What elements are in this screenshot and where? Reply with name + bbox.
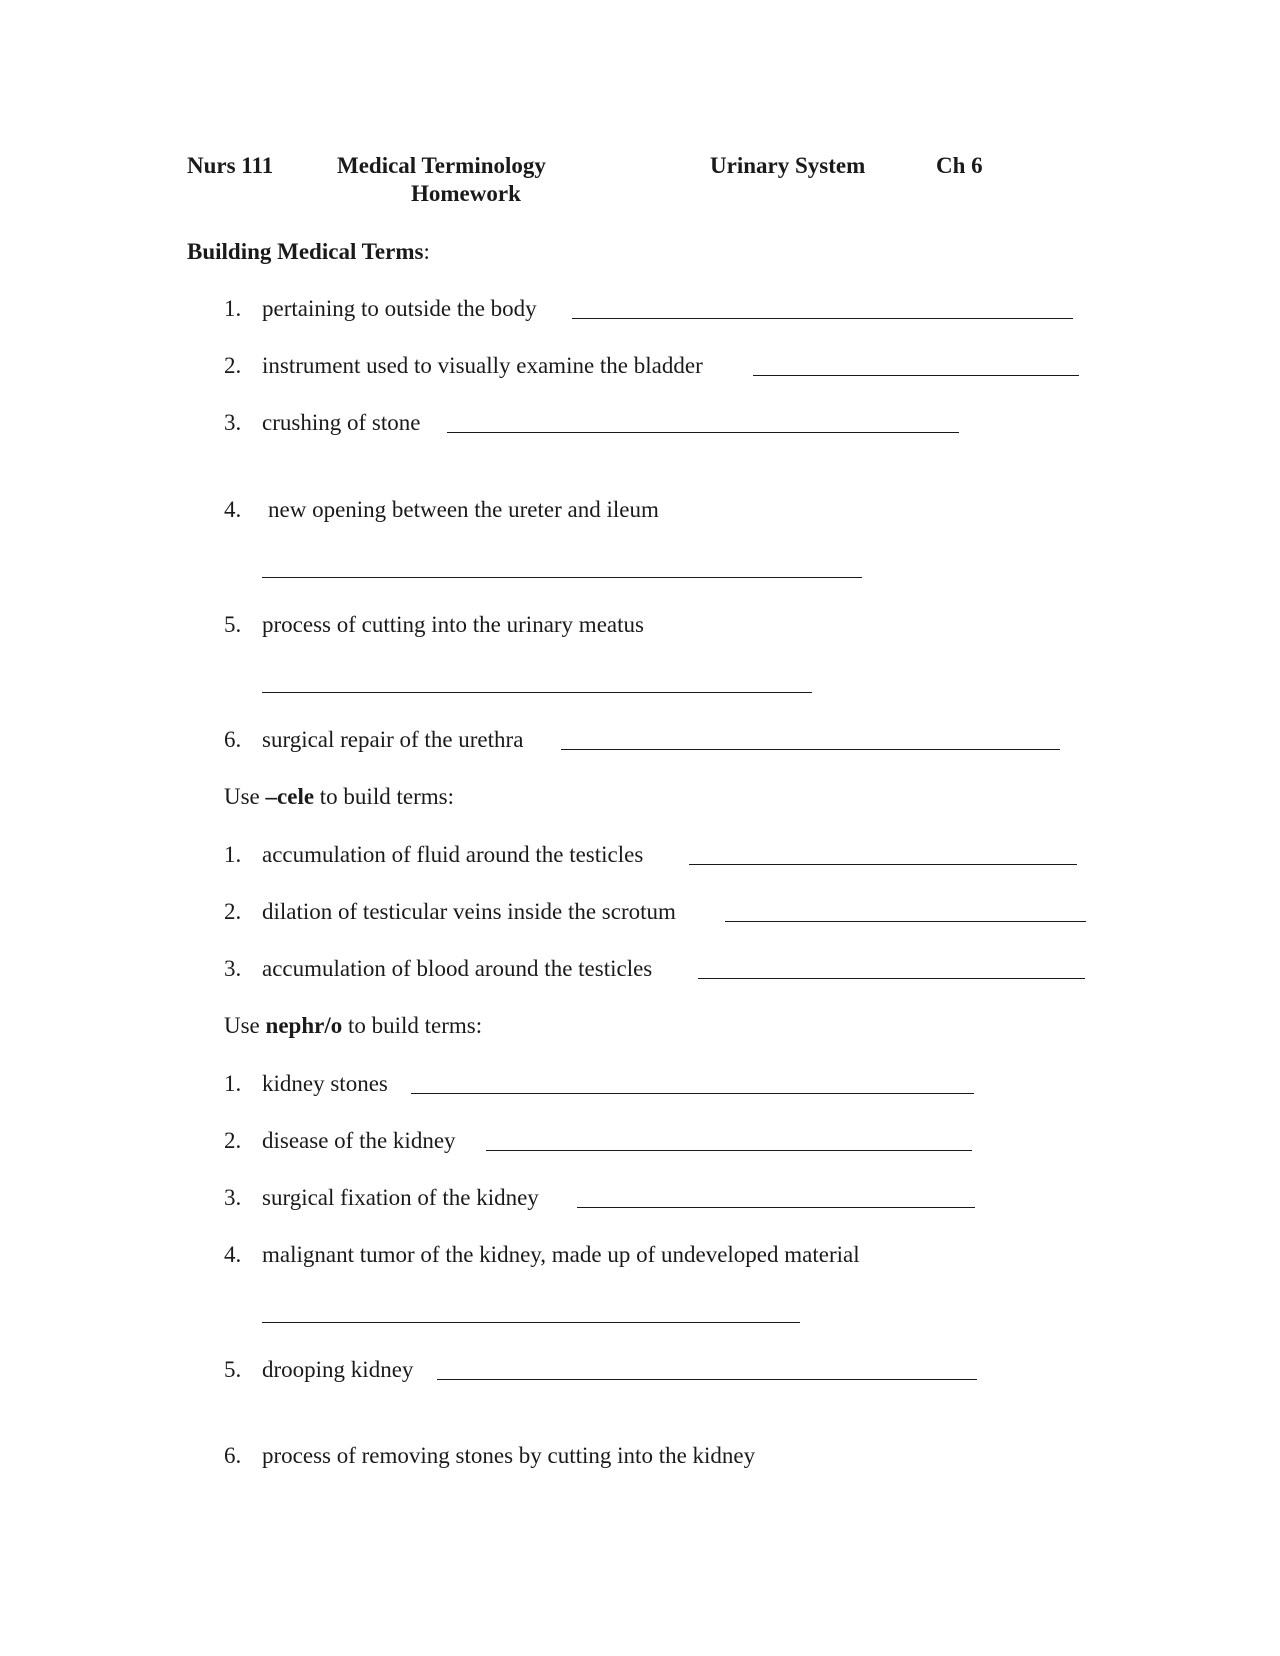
item-number: 1. [224, 1071, 242, 1096]
answer-blank[interactable] [486, 1150, 972, 1151]
instruction-prefix: Use [224, 1013, 266, 1038]
instruction-suffix: to build terms: [342, 1013, 483, 1038]
item-number: 3. [224, 410, 242, 435]
question-text: surgical fixation of the kidney [262, 1185, 539, 1210]
item-number: 5. [224, 612, 242, 637]
question-text: new opening between the ureter and ileum [268, 497, 659, 522]
question-text: instrument used to visually examine the bladder [262, 353, 703, 378]
answer-blank[interactable] [262, 692, 812, 693]
question-text: drooping kidney [262, 1357, 414, 1382]
answer-blank[interactable] [725, 921, 1086, 922]
question-text: disease of the kidney [262, 1128, 456, 1153]
item-number: 2. [224, 353, 242, 378]
answer-blank[interactable] [437, 1379, 977, 1380]
instruction-prefix: Use [224, 784, 266, 809]
item-number: 4. [224, 1242, 242, 1267]
question-text: malignant tumor of the kidney, made up of undeveloped material [262, 1242, 860, 1267]
item-number: 5. [224, 1357, 242, 1382]
section-title-text: Building Medical Terms [187, 239, 424, 264]
item-number: 2. [224, 899, 242, 924]
chapter-label: Ch 6 [936, 153, 983, 178]
combining-form-term: nephr/o [265, 1013, 343, 1038]
item-number: 3. [224, 1185, 242, 1210]
question-text: accumulation of blood around the testicles [262, 956, 653, 981]
question-text: process of removing stones by cutting into the kidney [262, 1443, 756, 1468]
suffix-term: –cele [265, 784, 315, 809]
answer-blank[interactable] [447, 432, 959, 433]
section-title-colon: : [423, 239, 430, 264]
answer-blank[interactable] [561, 749, 1060, 750]
question-text: surgical repair of the urethra [262, 727, 524, 752]
question-text: dilation of testicular veins inside the scrotum [262, 899, 676, 924]
section-instruction-cele [224, 783, 454, 811]
answer-blank[interactable] [262, 1322, 800, 1323]
system-title: Urinary System [710, 153, 866, 178]
item-number: 6. [224, 1443, 242, 1468]
section-instruction-nephro [224, 1012, 482, 1040]
section-title-building [187, 238, 430, 266]
item-number: 6. [224, 727, 242, 752]
answer-blank[interactable] [753, 375, 1079, 376]
course-code: Nurs 111 [187, 153, 274, 178]
question-text: accumulation of fluid around the testicles [262, 842, 644, 867]
answer-blank[interactable] [262, 577, 862, 578]
answer-blank[interactable] [577, 1207, 975, 1208]
question-text: process of cutting into the urinary meatus [262, 612, 644, 637]
item-number: 1. [224, 842, 242, 867]
question-text: crushing of stone [262, 410, 421, 435]
course-subject: Medical Terminology [337, 153, 546, 178]
answer-blank[interactable] [572, 318, 1073, 319]
item-number: 1. [224, 296, 242, 321]
question-text: kidney stones [262, 1071, 388, 1096]
answer-blank[interactable] [689, 864, 1077, 865]
question-text: pertaining to outside the body [262, 296, 537, 321]
instruction-suffix: to build terms: [314, 784, 454, 809]
assignment-type: Homework [411, 181, 521, 206]
item-number: 3. [224, 956, 242, 981]
item-number: 2. [224, 1128, 242, 1153]
item-number: 4. [224, 497, 242, 522]
answer-blank[interactable] [411, 1093, 974, 1094]
answer-blank[interactable] [698, 978, 1085, 979]
